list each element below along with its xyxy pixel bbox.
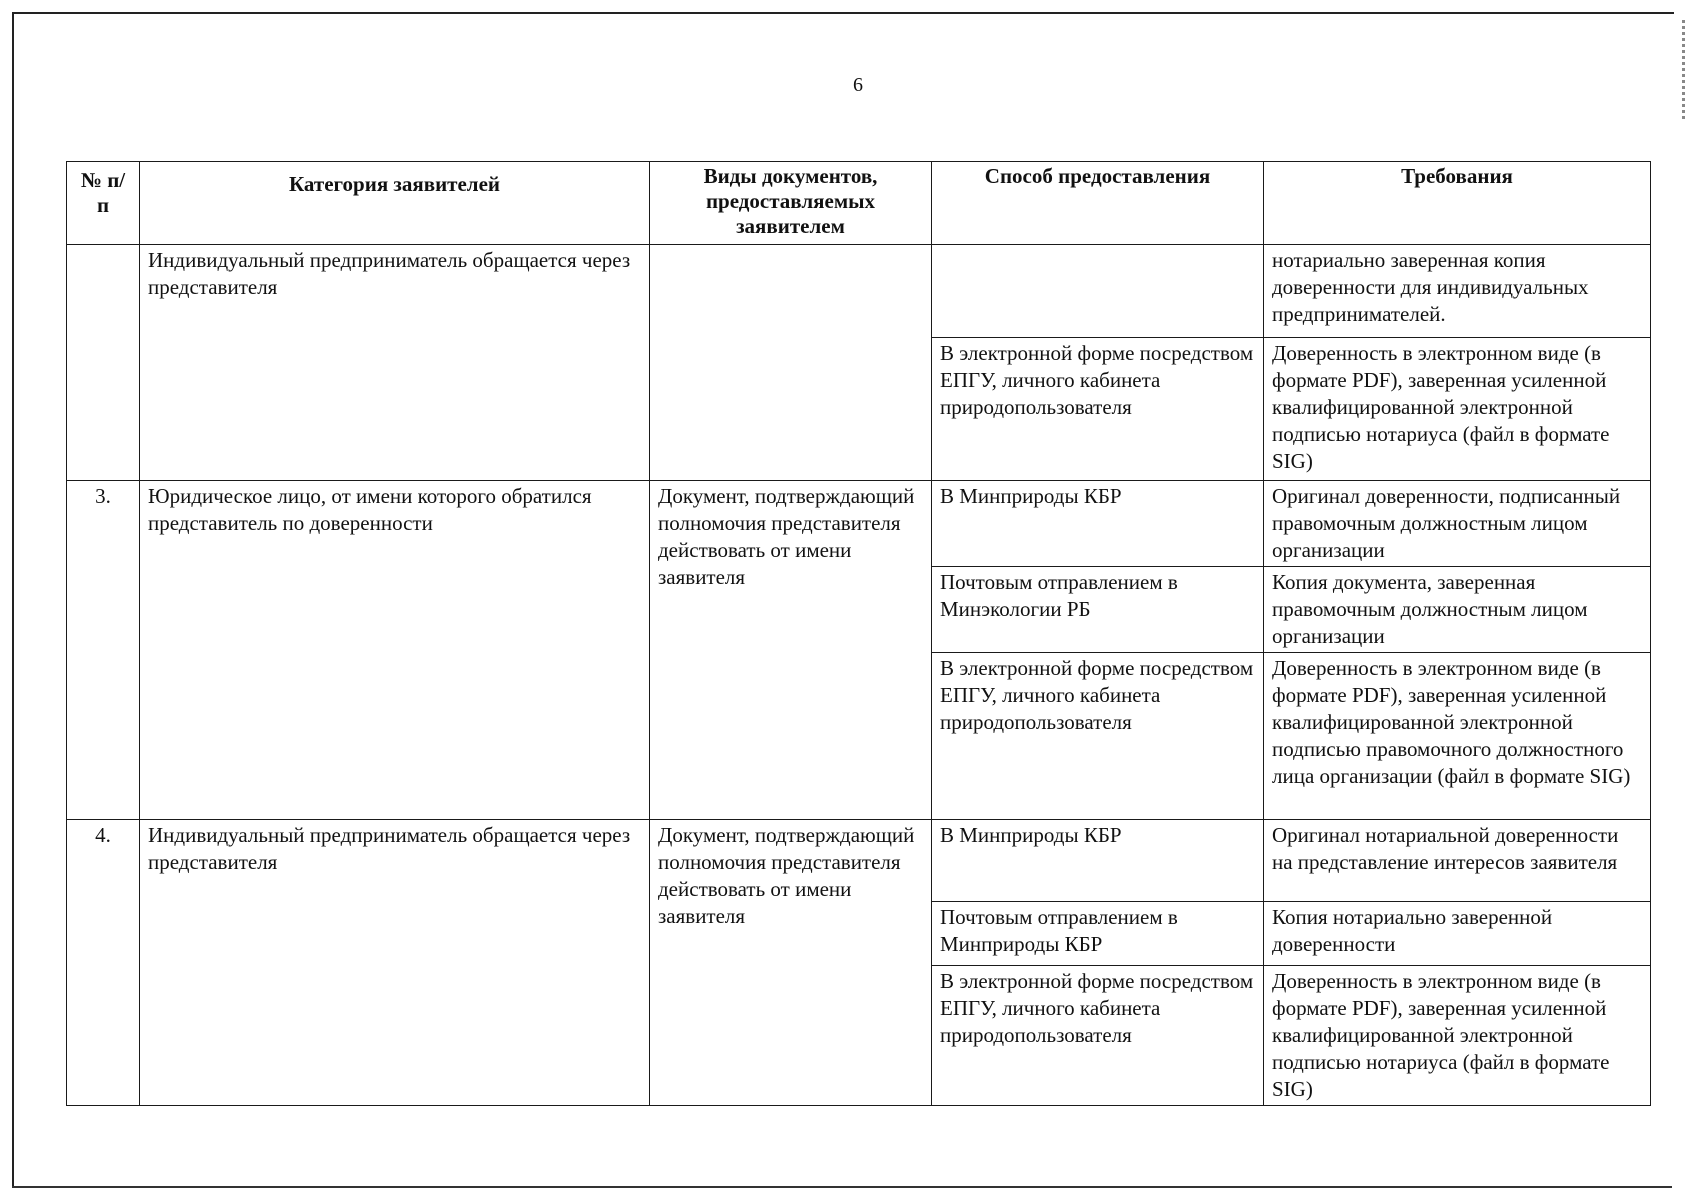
header-documents: Виды документов, предоставляемых заявителем — [650, 162, 932, 245]
cell-method: В Минприроды КБР — [932, 481, 1264, 567]
cell-category: Индивидуальный предприниматель обращается через представителя — [140, 820, 650, 1106]
cell-method: В электронной форме посредством ЕПГУ, личного кабинета природопользователя — [932, 966, 1264, 1106]
table-row — [67, 481, 1651, 567]
cell-method: В Минприроды КБР — [932, 820, 1264, 902]
cell-method — [932, 245, 1264, 338]
cell-document: Документ, подтверждающий полномочия представителя действовать от имени заявителя — [650, 820, 932, 1106]
cell-num: 3. — [67, 481, 140, 820]
requirements-table — [66, 161, 1651, 1106]
header-method: Способ предоставления — [932, 162, 1264, 245]
cell-num — [67, 245, 140, 481]
cell-document: Документ, подтверждающий полномочия представителя действовать от имени заявителя — [650, 481, 932, 820]
header-requirements: Требования — [1264, 162, 1651, 245]
page-frame-top — [14, 12, 1674, 14]
scan-edge-mark — [1682, 20, 1685, 120]
cell-method: Почтовым отправлением в Минприроды КБР — [932, 902, 1264, 966]
table-header-row — [67, 162, 1651, 245]
cell-requirement: Доверенность в электронном виде (в формате PDF), заверенная усиленной квалифицированной электронной подписью правомочного должностного лица организации (файл в формате SIG) — [1264, 653, 1651, 820]
table-row — [67, 245, 1651, 338]
cell-requirement: Копия документа, заверенная правомочным должностным лицом организации — [1264, 567, 1651, 653]
page-frame-left — [12, 12, 14, 1187]
cell-requirement: Копия нотариально заверенной доверенности — [1264, 902, 1651, 966]
cell-requirement: Оригинал нотариальной доверенности на представление интересов заявителя — [1264, 820, 1651, 902]
page-number: 6 — [853, 74, 863, 96]
cell-num: 4. — [67, 820, 140, 1106]
cell-requirement: Доверенность в электронном виде (в формате PDF), заверенная усиленной квалифицированной электронной подписью нотариуса (файл в формате SIG) — [1264, 338, 1651, 481]
cell-method: Почтовым отправлением в Минэкологии РБ — [932, 567, 1264, 653]
cell-requirement: Доверенность в электронном виде (в формате PDF), заверенная усиленной квалифицированной электронной подписью нотариуса (файл в формате SIG) — [1264, 966, 1651, 1106]
page-frame-bottom — [12, 1186, 1672, 1188]
cell-method: В электронной форме посредством ЕПГУ, личного кабинета природопользователя — [932, 653, 1264, 820]
cell-method: В электронной форме посредством ЕПГУ, личного кабинета природопользователя — [932, 338, 1264, 481]
header-category: Категория заявителей — [140, 162, 650, 245]
header-num: № п/п — [67, 162, 140, 245]
table-row — [67, 820, 1651, 902]
cell-requirement: Оригинал доверенности, подписанный правомочным должностным лицом организации — [1264, 481, 1651, 567]
cell-category: Индивидуальный предприниматель обращается через представителя — [140, 245, 650, 481]
cell-requirement: нотариально заверенная копия доверенности для индивидуальных предпринимателей. — [1264, 245, 1651, 338]
cell-document — [650, 245, 932, 481]
cell-category: Юридическое лицо, от имени которого обратился представитель по доверенности — [140, 481, 650, 820]
